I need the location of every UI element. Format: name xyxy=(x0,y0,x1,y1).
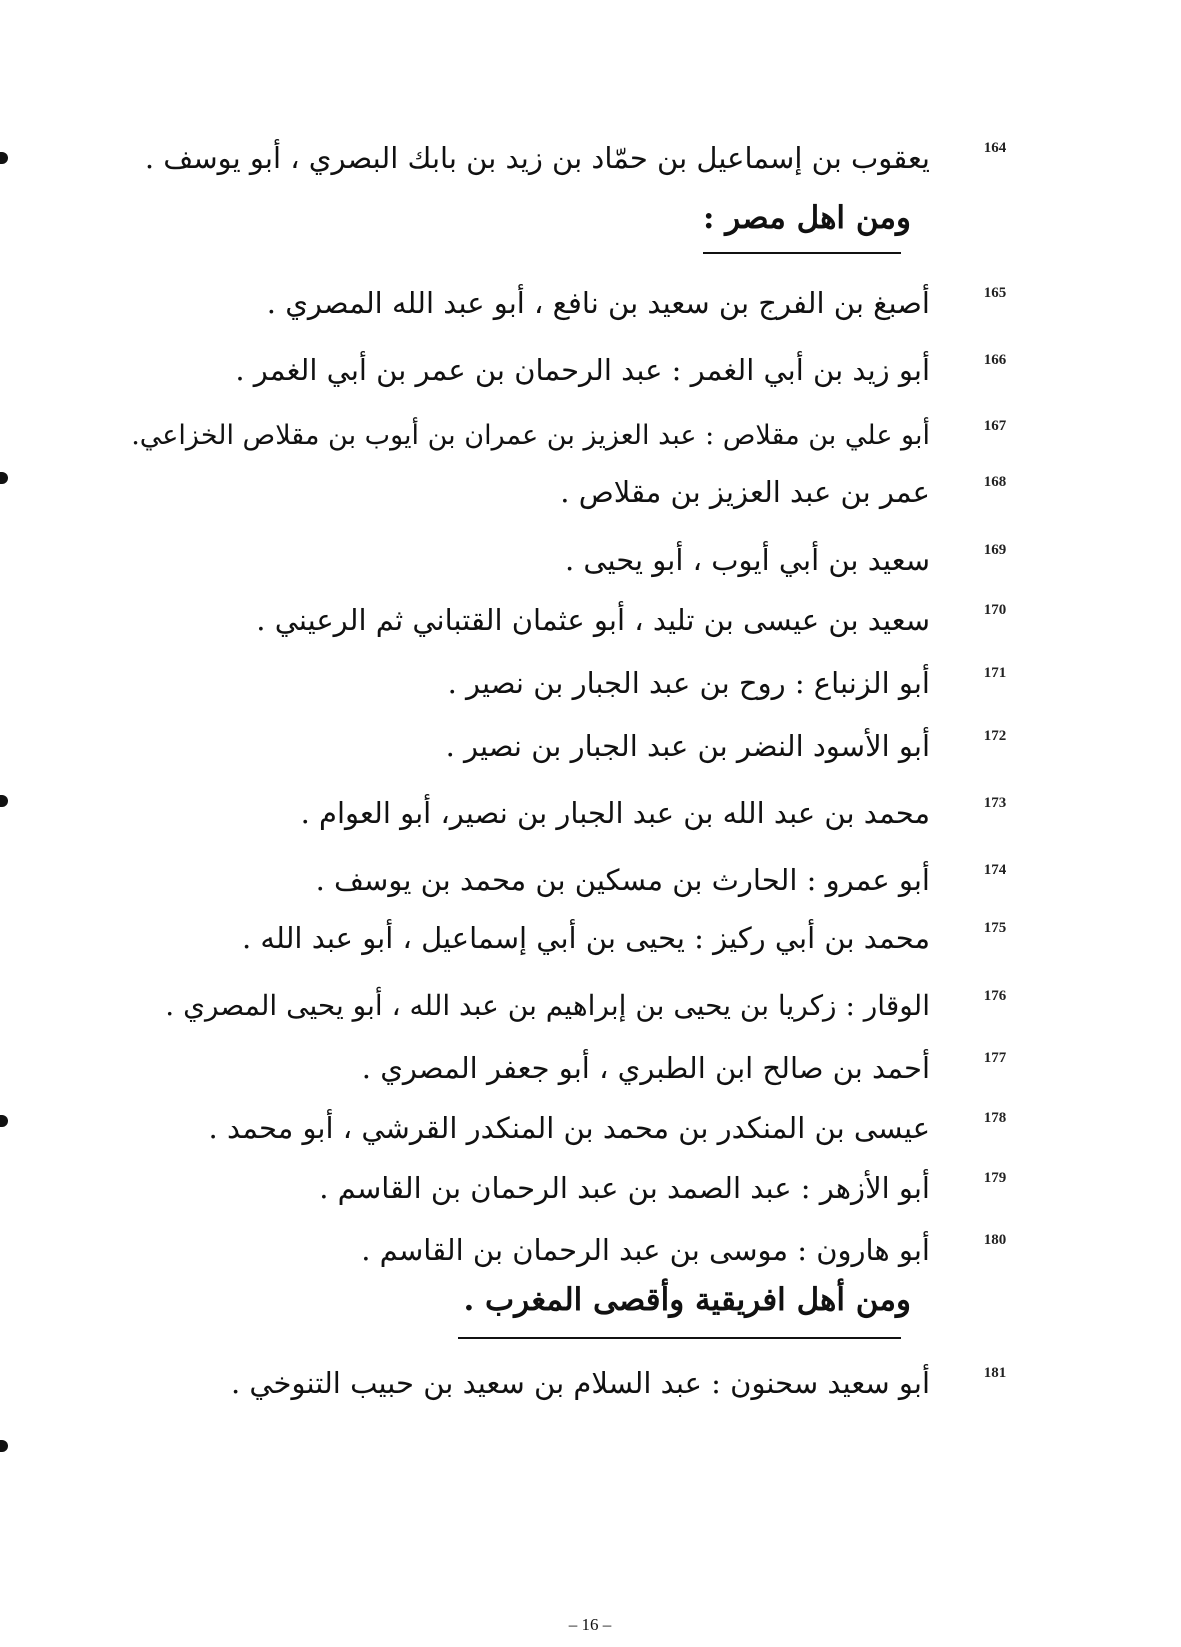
entry-number: 173 xyxy=(983,795,1007,811)
entry-text: أحمد بن صالح ابن الطبري ، أبو جعفر المصري . xyxy=(361,1051,930,1085)
entry-number: 176 xyxy=(983,988,1007,1004)
entry-number: 177 xyxy=(983,1050,1007,1066)
entry-number: 168 xyxy=(983,474,1007,490)
entry-number: 165 xyxy=(983,285,1007,301)
entry-number: 166 xyxy=(983,352,1007,368)
entry-row xyxy=(120,852,1020,908)
entry-number: 181 xyxy=(983,1365,1007,1381)
entry-row xyxy=(120,130,1020,186)
entry-text: سعيد بن أبي أيوب ، أبو يحيى . xyxy=(564,543,930,577)
entry-text: أبو الزنباع : روح بن عبد الجبار بن نصير . xyxy=(447,666,930,700)
entry-row xyxy=(120,1100,1020,1156)
entry-row xyxy=(120,592,1020,648)
entry-text: أبو هارون : موسى بن عبد الرحمان بن القاسم . xyxy=(361,1233,930,1267)
entry-row xyxy=(120,1160,1020,1216)
entry-number: 179 xyxy=(983,1170,1007,1186)
entry-text: يعقوب بن إسماعيل بن حمّاد بن زيد بن بابك البصري ، أبو يوسف . xyxy=(144,141,930,175)
entry-row xyxy=(120,978,1020,1034)
entry-text: أبو الأزهر : عبد الصمد بن عبد الرحمان بن القاسم . xyxy=(319,1171,930,1205)
entry-number: 167 xyxy=(983,418,1007,434)
edge-mark xyxy=(0,1115,8,1127)
page-number: – 16 – xyxy=(568,1615,612,1634)
entry-row xyxy=(120,532,1020,588)
entry-text: الوقار : زكريا بن يحيى بن إبراهيم بن عبد الله ، أبو يحيى المصري . xyxy=(165,989,930,1022)
section-heading-egypt: ومن اهل مصر : xyxy=(702,200,911,236)
entry-row xyxy=(120,275,1020,331)
heading-underline xyxy=(458,1337,901,1339)
entry-number: 178 xyxy=(983,1110,1007,1126)
edge-mark xyxy=(0,472,8,484)
entry-row xyxy=(120,342,1020,398)
entry-text: أصبغ بن الفرج بن سعيد بن نافع ، أبو عبد الله المصري . xyxy=(266,286,930,320)
entry-text: محمد بن عبد الله بن عبد الجبار بن نصير، أبو العوام . xyxy=(300,796,930,830)
entry-text: أبو سعيد سحنون : عبد السلام بن سعيد بن حبيب التنوخي . xyxy=(230,1366,930,1400)
edge-mark xyxy=(0,1440,8,1452)
entry-row xyxy=(120,408,1020,464)
entry-text: أبو زيد بن أبي الغمر : عبد الرحمان بن عمر بن أبي الغمر . xyxy=(235,353,930,387)
entry-row xyxy=(120,655,1020,711)
entry-text: أبو عمرو : الحارث بن مسكين بن محمد بن يوسف . xyxy=(315,863,930,897)
entry-number: 164 xyxy=(983,140,1007,156)
entry-text: أبو علي بن مقلاص : عبد العزيز بن عمران بن أيوب بن مقلاص الخزاعي. xyxy=(131,420,930,451)
entry-text: محمد بن أبي ركيز : يحيى بن أبي إسماعيل ، أبو عبد الله . xyxy=(242,921,930,955)
entry-number: 172 xyxy=(983,728,1007,744)
entry-number: 171 xyxy=(983,665,1007,681)
edge-mark xyxy=(0,795,8,807)
entry-number: 170 xyxy=(983,602,1007,618)
entry-number: 174 xyxy=(983,862,1007,878)
entry-row xyxy=(120,785,1020,841)
section-heading-maghreb: ومن أهل افريقية وأقصى المغرب . xyxy=(463,1282,911,1318)
entry-number: 169 xyxy=(983,542,1007,558)
edge-mark xyxy=(0,152,8,164)
entry-row xyxy=(120,1040,1020,1096)
entry-text: عيسى بن المنكدر بن محمد بن المنكدر القرشي ، أبو محمد . xyxy=(208,1111,930,1145)
entry-number: 175 xyxy=(983,920,1007,936)
entry-row xyxy=(120,910,1020,966)
entry-text: سعيد بن عيسى بن تليد ، أبو عثمان القتباني ثم الرعيني . xyxy=(256,603,930,637)
entry-row xyxy=(120,718,1020,774)
entry-text: عمر بن عبد العزيز بن مقلاص . xyxy=(560,475,930,509)
entry-row xyxy=(120,1222,1020,1278)
entry-number: 180 xyxy=(983,1232,1007,1248)
entry-row xyxy=(120,1355,1020,1411)
entry-text: أبو الأسود النضر بن عبد الجبار بن نصير . xyxy=(445,729,930,763)
entry-row xyxy=(120,464,1020,520)
heading-underline xyxy=(703,252,901,254)
